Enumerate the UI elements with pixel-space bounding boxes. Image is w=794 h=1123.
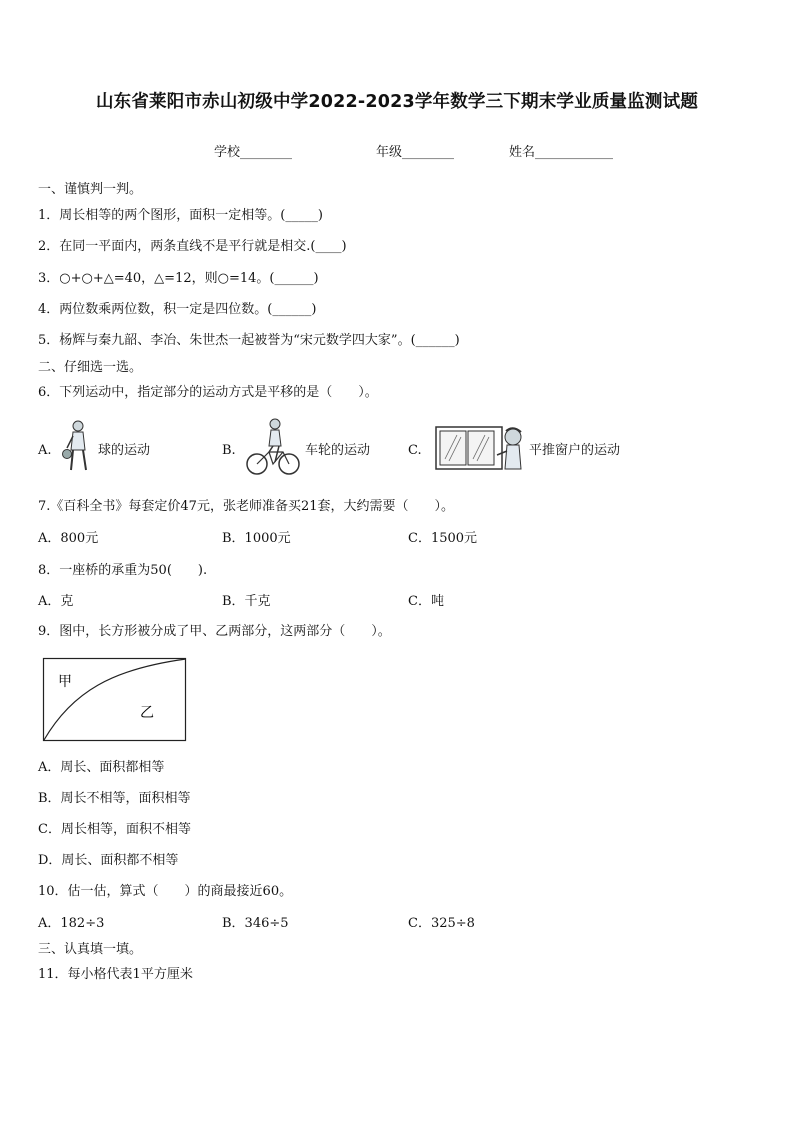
q10-option-b: B．346÷5 <box>222 916 289 931</box>
question-4: 4．两位数乘两位数，积一定是四位数。(______) <box>38 302 317 317</box>
q10-option-a: A．182÷3 <box>38 916 105 931</box>
boy-on-bicycle-image <box>243 416 303 478</box>
section-3-heading: 三、认真填一填。 <box>38 942 143 957</box>
q9-option-d: D．周长、面积都不相等 <box>38 853 179 868</box>
question-6-stem: 6．下列运动中，指定部分的运动方式是平移的是（ ）。 <box>38 385 378 400</box>
q6-option-c-label: C. <box>408 443 422 458</box>
page-title: 山东省莱阳市赤山初级中学2022-2023学年数学三下期末学业质量监测试题 <box>95 92 699 112</box>
question-9-stem: 9．图中，长方形被分成了甲、乙两部分，这两部分（ ）。 <box>38 624 391 639</box>
q9-option-c: C．周长相等，面积不相等 <box>38 822 191 837</box>
window-and-girl-image <box>435 425 527 473</box>
rectangle-split-figure <box>42 657 188 743</box>
boy-kicking-ball-image <box>58 418 98 474</box>
q8-option-a: A．克 <box>38 594 74 609</box>
q6-option-b-label: B. <box>222 443 236 458</box>
question-7-stem: 7.《百科全书》每套定价47元，张老师准备买21套，大约需要（ ）。 <box>38 499 454 514</box>
question-2: 2．在同一平面内，两条直线不是平行就是相交.(____) <box>38 239 347 254</box>
region-label-yi: 乙 <box>140 705 154 721</box>
q7-option-a: A．800元 <box>38 531 99 546</box>
question-3: 3．○+○+△=40，△=12，则○=14。(______) <box>38 271 319 286</box>
school-field[interactable]: 学校________ <box>214 145 293 160</box>
q7-option-c: C．1500元 <box>408 531 478 546</box>
q8-option-c: C．吨 <box>408 594 444 609</box>
question-11: 11．每小格代表1平方厘米 <box>38 967 193 982</box>
question-1: 1．周长相等的两个图形，面积一定相等。(_____) <box>38 208 323 223</box>
section-2-heading: 二、仔细选一选。 <box>38 360 143 375</box>
section-1-heading: 一、谨慎判一判。 <box>38 182 143 197</box>
q7-option-b: B．1000元 <box>222 531 291 546</box>
name-field[interactable]: 姓名____________ <box>509 145 614 160</box>
grade-field[interactable]: 年级________ <box>376 145 455 160</box>
q6-option-a-text: 球的运动 <box>98 443 151 458</box>
q10-option-c: C．325÷8 <box>408 916 475 931</box>
q9-option-b: B．周长不相等，面积相等 <box>38 791 191 806</box>
q6-option-c-text: 平推窗户的运动 <box>529 443 621 458</box>
question-10-stem: 10．估一估，算式（ ）的商最接近60。 <box>38 884 293 899</box>
q6-option-a-label: A. <box>38 443 52 458</box>
q8-option-b: B．千克 <box>222 594 271 609</box>
q6-option-b-text: 车轮的运动 <box>305 443 371 458</box>
region-label-jia: 甲 <box>58 674 72 690</box>
question-8-stem: 8．一座桥的承重为50( ). <box>38 563 208 578</box>
question-5: 5．杨辉与秦九韶、李冶、朱世杰一起被誉为“宋元数学四大家”。(______) <box>38 333 460 348</box>
q9-option-a: A．周长、面积都相等 <box>38 760 165 775</box>
